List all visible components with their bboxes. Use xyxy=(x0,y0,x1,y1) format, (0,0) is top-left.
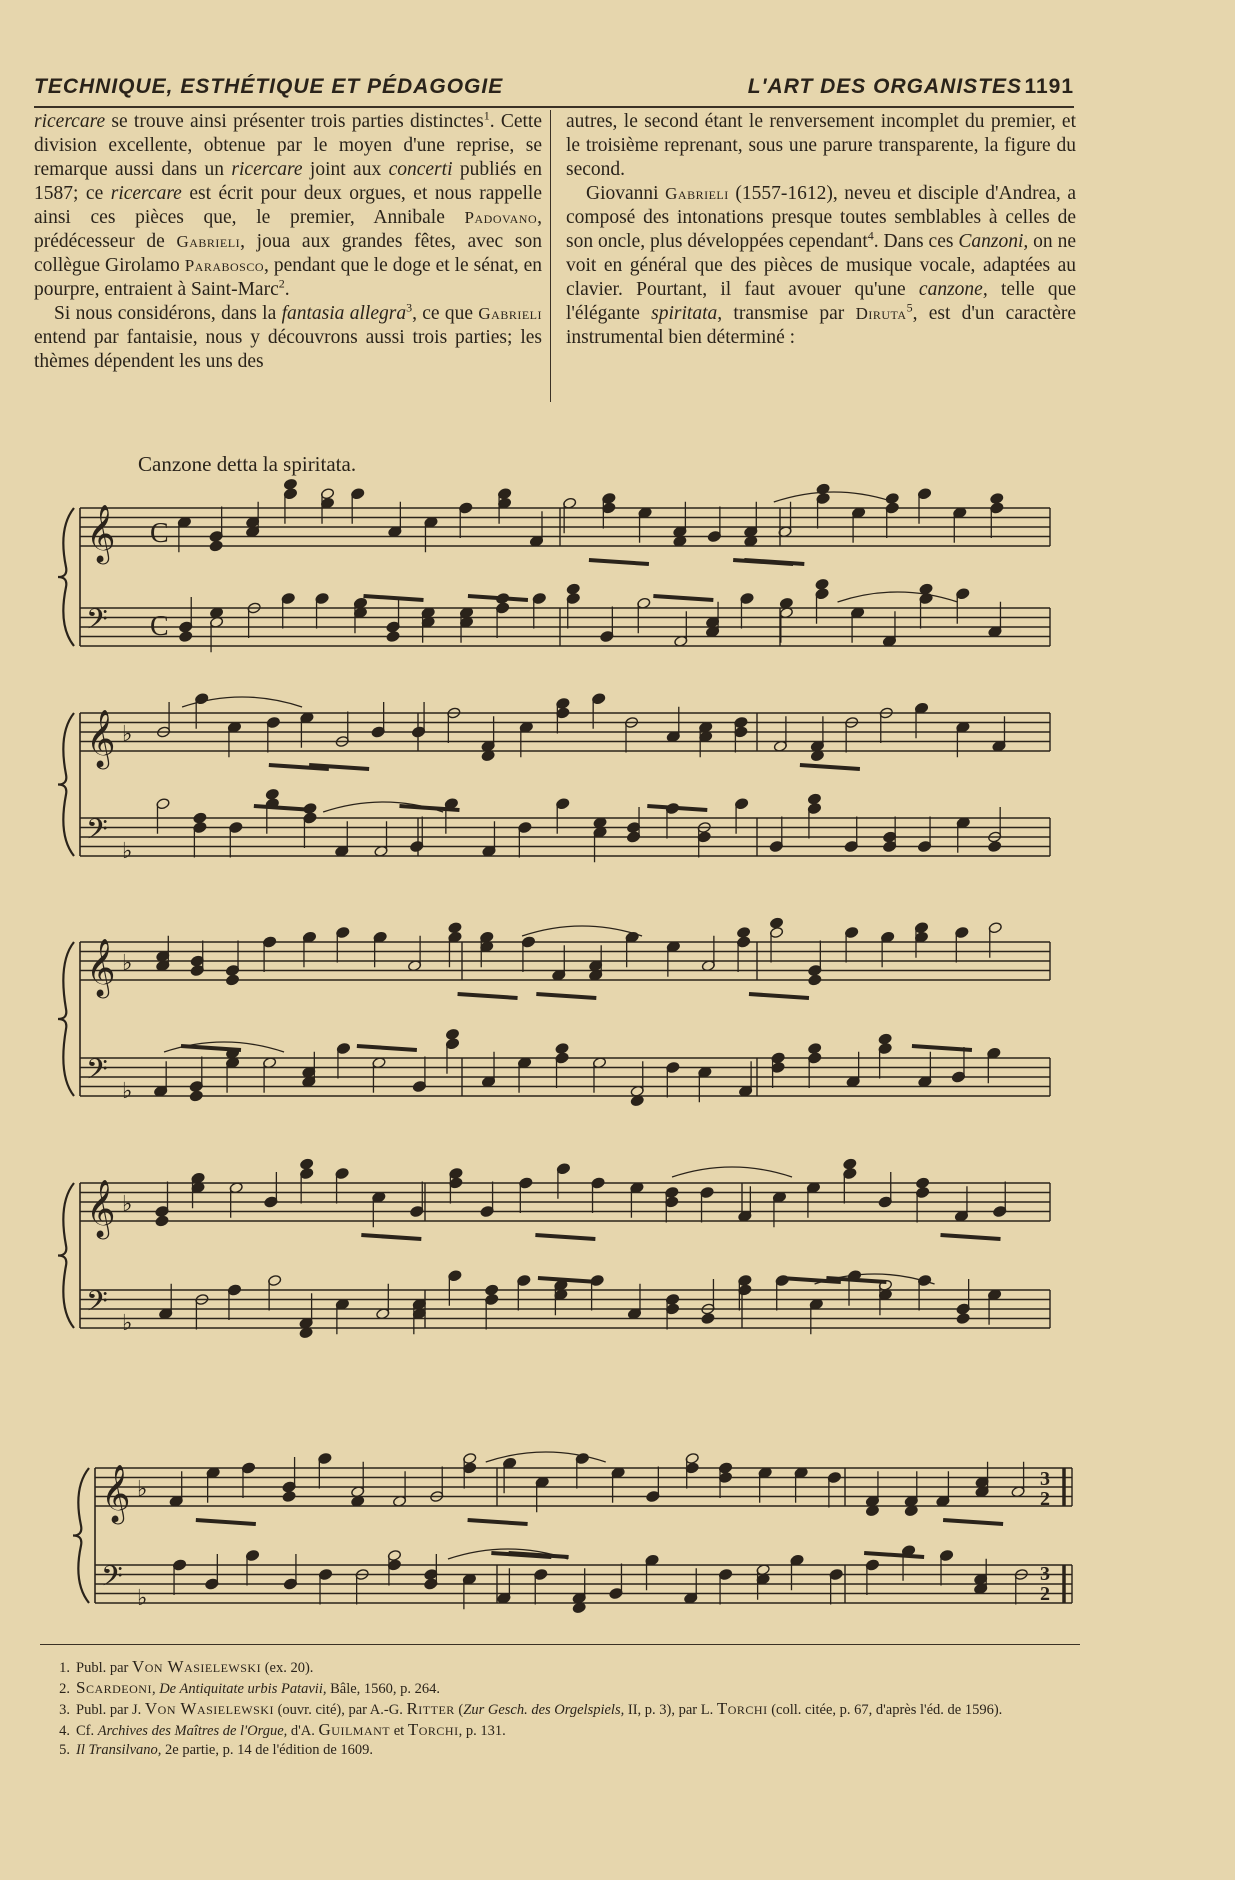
note-head xyxy=(555,1042,569,1054)
footnote-number: 4. xyxy=(59,1723,70,1739)
text-run: Bâle, 1560, p. 264. xyxy=(326,1681,441,1697)
note-head xyxy=(736,926,750,938)
note-head xyxy=(386,630,400,642)
start-time-signature-bass: C xyxy=(150,611,169,642)
note-head xyxy=(155,1215,169,1227)
text-run: joint aux xyxy=(302,159,389,180)
end-time-signature-bass-bottom: 2 xyxy=(1040,1583,1050,1605)
italic-term: Canzoni, xyxy=(958,231,1029,252)
key-flat-icon: ♭ xyxy=(137,1477,148,1502)
treble-clef-icon: 𝄞 xyxy=(86,938,116,996)
text-run: et xyxy=(390,1723,408,1739)
text-run: , pendant que le doge et le sénat, en pourpre, entraient à Saint-Marc xyxy=(34,255,542,300)
note-head xyxy=(988,840,1002,852)
small-caps-name: Gabrieli xyxy=(478,304,543,323)
footnote-4 xyxy=(52,1720,1082,1741)
slur xyxy=(323,802,443,812)
footnote-5 xyxy=(52,1741,1082,1760)
note-beam xyxy=(363,596,423,600)
note-head xyxy=(769,917,783,929)
note-head xyxy=(956,1312,970,1324)
italic-term: ricercare xyxy=(231,159,303,180)
treble-clef-icon: 𝄞 xyxy=(86,709,116,767)
key-flat-icon: ♭ xyxy=(122,1192,133,1217)
text-run: 2e partie, p. 14 de l'édition de 1609. xyxy=(161,1742,374,1758)
small-caps-name: Gabrieli xyxy=(176,232,241,251)
italic-title: De Antiquitate urbis Patavii, xyxy=(159,1681,327,1697)
footnote-1 xyxy=(52,1657,1082,1678)
bass-clef-icon: 𝄢 xyxy=(86,1285,108,1325)
italic-term: ricercare xyxy=(110,183,182,204)
header-section-title: TECHNIQUE, ESTHÉTIQUE ET PÉDAGOGIE xyxy=(34,75,504,98)
small-caps-name: Guilmant xyxy=(318,1720,391,1739)
footnote-separator xyxy=(40,1644,1080,1645)
text-run: , xyxy=(151,1681,160,1697)
text-run: , joua aux grandes fêtes, avec son collègue Girolamo xyxy=(34,231,542,276)
text-run: (coll. citée, p. 67, d'après l'éd. de 1596). xyxy=(767,1702,1003,1718)
note-head xyxy=(878,1033,892,1045)
bass-clef-icon: 𝄢 xyxy=(86,813,108,853)
note-head xyxy=(300,1158,314,1170)
note-head xyxy=(485,1284,499,1296)
small-caps-name: Scardeoni xyxy=(76,1678,152,1697)
brace xyxy=(58,713,74,856)
text-run: Cf. xyxy=(76,1723,98,1739)
text-run: transmise par xyxy=(722,303,856,324)
italic-term: spiritata, xyxy=(651,303,723,324)
note-head xyxy=(283,478,297,490)
text-run: , ce que xyxy=(412,303,479,324)
start-time-signature-treble: C xyxy=(150,518,169,549)
slur xyxy=(774,492,894,502)
footnote-number: 5. xyxy=(59,1742,70,1758)
note-beam xyxy=(196,1520,256,1524)
brace xyxy=(73,1468,89,1603)
italic-title: Zur Gesch. des Orgelspiels, xyxy=(463,1702,625,1718)
note-beam xyxy=(800,765,860,769)
note-beam xyxy=(361,1235,421,1239)
note-beam xyxy=(647,806,707,810)
note-beam xyxy=(912,1046,972,1050)
key-flat-icon: ♭ xyxy=(137,1586,148,1611)
text-run: , p. 131. xyxy=(458,1723,506,1739)
treble-clef-icon: 𝄞 xyxy=(86,1179,116,1237)
note-beam xyxy=(458,994,518,998)
brace xyxy=(58,1183,74,1328)
note-head xyxy=(265,788,279,800)
right-paragraph-1: autres, le second étant le renversement incomplet du premier, et le troisième reprenant, sous une parure transparente, la figure du second. xyxy=(566,111,1076,180)
italic-term: concerti xyxy=(388,159,453,180)
text-run: . Cette division excellente, obtenue par le moyen d'une reprise, se remarque aussi dans un xyxy=(34,111,543,180)
note-beam xyxy=(181,1046,241,1050)
small-caps-name: Diruta xyxy=(855,304,907,323)
note-beam xyxy=(468,596,528,600)
note-head xyxy=(179,630,193,642)
key-flat-icon: ♭ xyxy=(122,951,133,976)
note-head xyxy=(808,974,822,986)
small-caps-name: Torchi xyxy=(716,1699,768,1718)
note-head xyxy=(807,793,821,805)
right-column xyxy=(566,110,1076,350)
footnote-ref: 4 xyxy=(867,228,874,243)
text-run: , est d'un caractère instrumental bien déterminé : xyxy=(566,303,1076,348)
end-time-signature-treble-bottom: 2 xyxy=(1040,1488,1050,1510)
key-flat-icon: ♭ xyxy=(122,839,133,864)
text-run: publiés en 1587; ce xyxy=(34,159,542,204)
footnote-number: 1. xyxy=(59,1660,70,1676)
slur xyxy=(838,592,958,602)
note-head xyxy=(815,578,829,590)
note-beam xyxy=(653,596,713,600)
footnote-ref: 3 xyxy=(406,300,413,315)
header-chapter-title: L'ART DES ORGANISTES xyxy=(747,75,1022,98)
note-beam xyxy=(357,1046,417,1050)
right-paragraph-2 xyxy=(566,182,1076,350)
footnote-ref: 1 xyxy=(483,108,490,123)
text-run: , prédécesseur de xyxy=(34,207,542,252)
footnotes xyxy=(52,1657,1082,1760)
note-beam xyxy=(864,1553,924,1557)
text-run: Publ. par J. xyxy=(76,1702,145,1718)
left-column xyxy=(34,110,542,374)
text-run: Si nous considérons, dans la xyxy=(54,303,282,324)
footnote-number: 3. xyxy=(59,1702,70,1718)
bass-clef-icon: 𝄢 xyxy=(86,1053,108,1093)
note-head xyxy=(209,540,223,552)
note-head xyxy=(701,1312,715,1324)
note-beam xyxy=(535,1235,595,1239)
page-number: 1191 xyxy=(1024,75,1074,98)
slur xyxy=(522,926,642,936)
small-caps-name: Parabosco xyxy=(184,256,265,275)
left-paragraph-2 xyxy=(34,302,542,374)
italic-title: Il Transilvano, xyxy=(76,1742,162,1758)
key-flat-icon: ♭ xyxy=(122,722,133,747)
note-head xyxy=(189,1090,203,1102)
small-caps-name: Ritter xyxy=(406,1699,455,1718)
note-head xyxy=(282,1490,296,1502)
text-run: . Dans ces xyxy=(873,231,959,252)
key-flat-icon: ♭ xyxy=(122,1079,133,1104)
note-beam xyxy=(589,560,649,564)
brace xyxy=(58,942,74,1096)
note-head xyxy=(915,1177,929,1189)
bass-clef-icon: 𝄢 xyxy=(86,603,108,643)
note-beam xyxy=(538,1278,598,1282)
small-caps-name: Gabrieli xyxy=(665,184,729,203)
small-caps-name: Von Wasielewski xyxy=(144,1699,274,1718)
text-run: se trouve ainsi présenter trois parties distinctes xyxy=(105,111,484,132)
text-run: Publ. par xyxy=(76,1660,132,1676)
note-head xyxy=(566,583,580,595)
left-paragraph-1 xyxy=(34,110,542,302)
note-head xyxy=(990,492,1004,504)
italic-term: ricercare xyxy=(34,111,106,132)
footnote-2 xyxy=(52,1678,1082,1699)
note-beam xyxy=(749,994,809,998)
note-head xyxy=(193,812,207,824)
text-run: ( xyxy=(454,1702,464,1718)
text-run: d'A. xyxy=(287,1723,319,1739)
note-head xyxy=(808,1042,822,1054)
note-head xyxy=(225,974,239,986)
footnote-ref: 2 xyxy=(278,276,285,291)
text-run: on ne voit en général que des pièces de musique vocale, adaptées au clavier. Pourtant, il faut avouer qu'une xyxy=(566,231,1076,300)
bass-clef-icon: 𝄢 xyxy=(101,1560,123,1600)
text-run: entend par fantaisie, nous y découvrons aussi trois parties; les thèmes dépendent les uns des xyxy=(34,327,542,372)
text-run: est écrit pour deux orgues, et nous rappelle ainsi ces pièces que, le premier, Annibale xyxy=(34,183,542,228)
column-divider xyxy=(550,110,551,402)
end-time-signature-treble-top: 3 xyxy=(1040,1468,1050,1490)
music-example-title: Canzone detta la spiritata. xyxy=(138,452,357,476)
note-beam xyxy=(943,1520,1003,1524)
running-header xyxy=(34,72,1074,108)
treble-clef-icon: 𝄞 xyxy=(86,504,116,562)
end-time-signature-bass-top: 3 xyxy=(1040,1563,1050,1585)
text-run: (ouvr. cité), par A.-G. xyxy=(273,1702,407,1718)
small-caps-name: Torchi xyxy=(407,1720,459,1739)
text-run: II, p. 3), par L. xyxy=(624,1702,717,1718)
note-head xyxy=(885,492,899,504)
footnote-ref: 5 xyxy=(906,300,913,315)
note-beam xyxy=(733,560,793,564)
text-run: (ex. 20). xyxy=(261,1660,314,1676)
note-head xyxy=(448,922,462,934)
note-beam xyxy=(536,994,596,998)
footnote-3 xyxy=(52,1699,1082,1720)
italic-term: fantasia allegra xyxy=(281,303,407,324)
small-caps-name: Von Wasielewski xyxy=(131,1657,262,1676)
italic-term: canzone, xyxy=(918,279,988,300)
footnote-number: 2. xyxy=(59,1681,70,1697)
key-flat-icon: ♭ xyxy=(122,1311,133,1336)
note-head xyxy=(843,1158,857,1170)
text-run: (1557-1612), neveu et disciple d'Andrea, a composé des intonations presque toutes semblables à celles de son oncle, plus développées cependant xyxy=(566,183,1077,252)
music-score xyxy=(0,440,1235,1620)
text-run: telle que l'élégante xyxy=(566,279,1077,324)
note-beam xyxy=(468,1520,528,1524)
note-head xyxy=(445,1028,459,1040)
italic-title: Archives des Maîtres de l'Orgue, xyxy=(97,1723,288,1739)
brace xyxy=(58,508,74,646)
small-caps-name: Padovano xyxy=(464,208,538,227)
text-run: Giovanni xyxy=(586,183,666,204)
text-run: . xyxy=(284,279,290,300)
note-beam xyxy=(940,1235,1000,1239)
slur xyxy=(672,1167,792,1177)
treble-clef-icon: 𝄞 xyxy=(101,1464,131,1522)
